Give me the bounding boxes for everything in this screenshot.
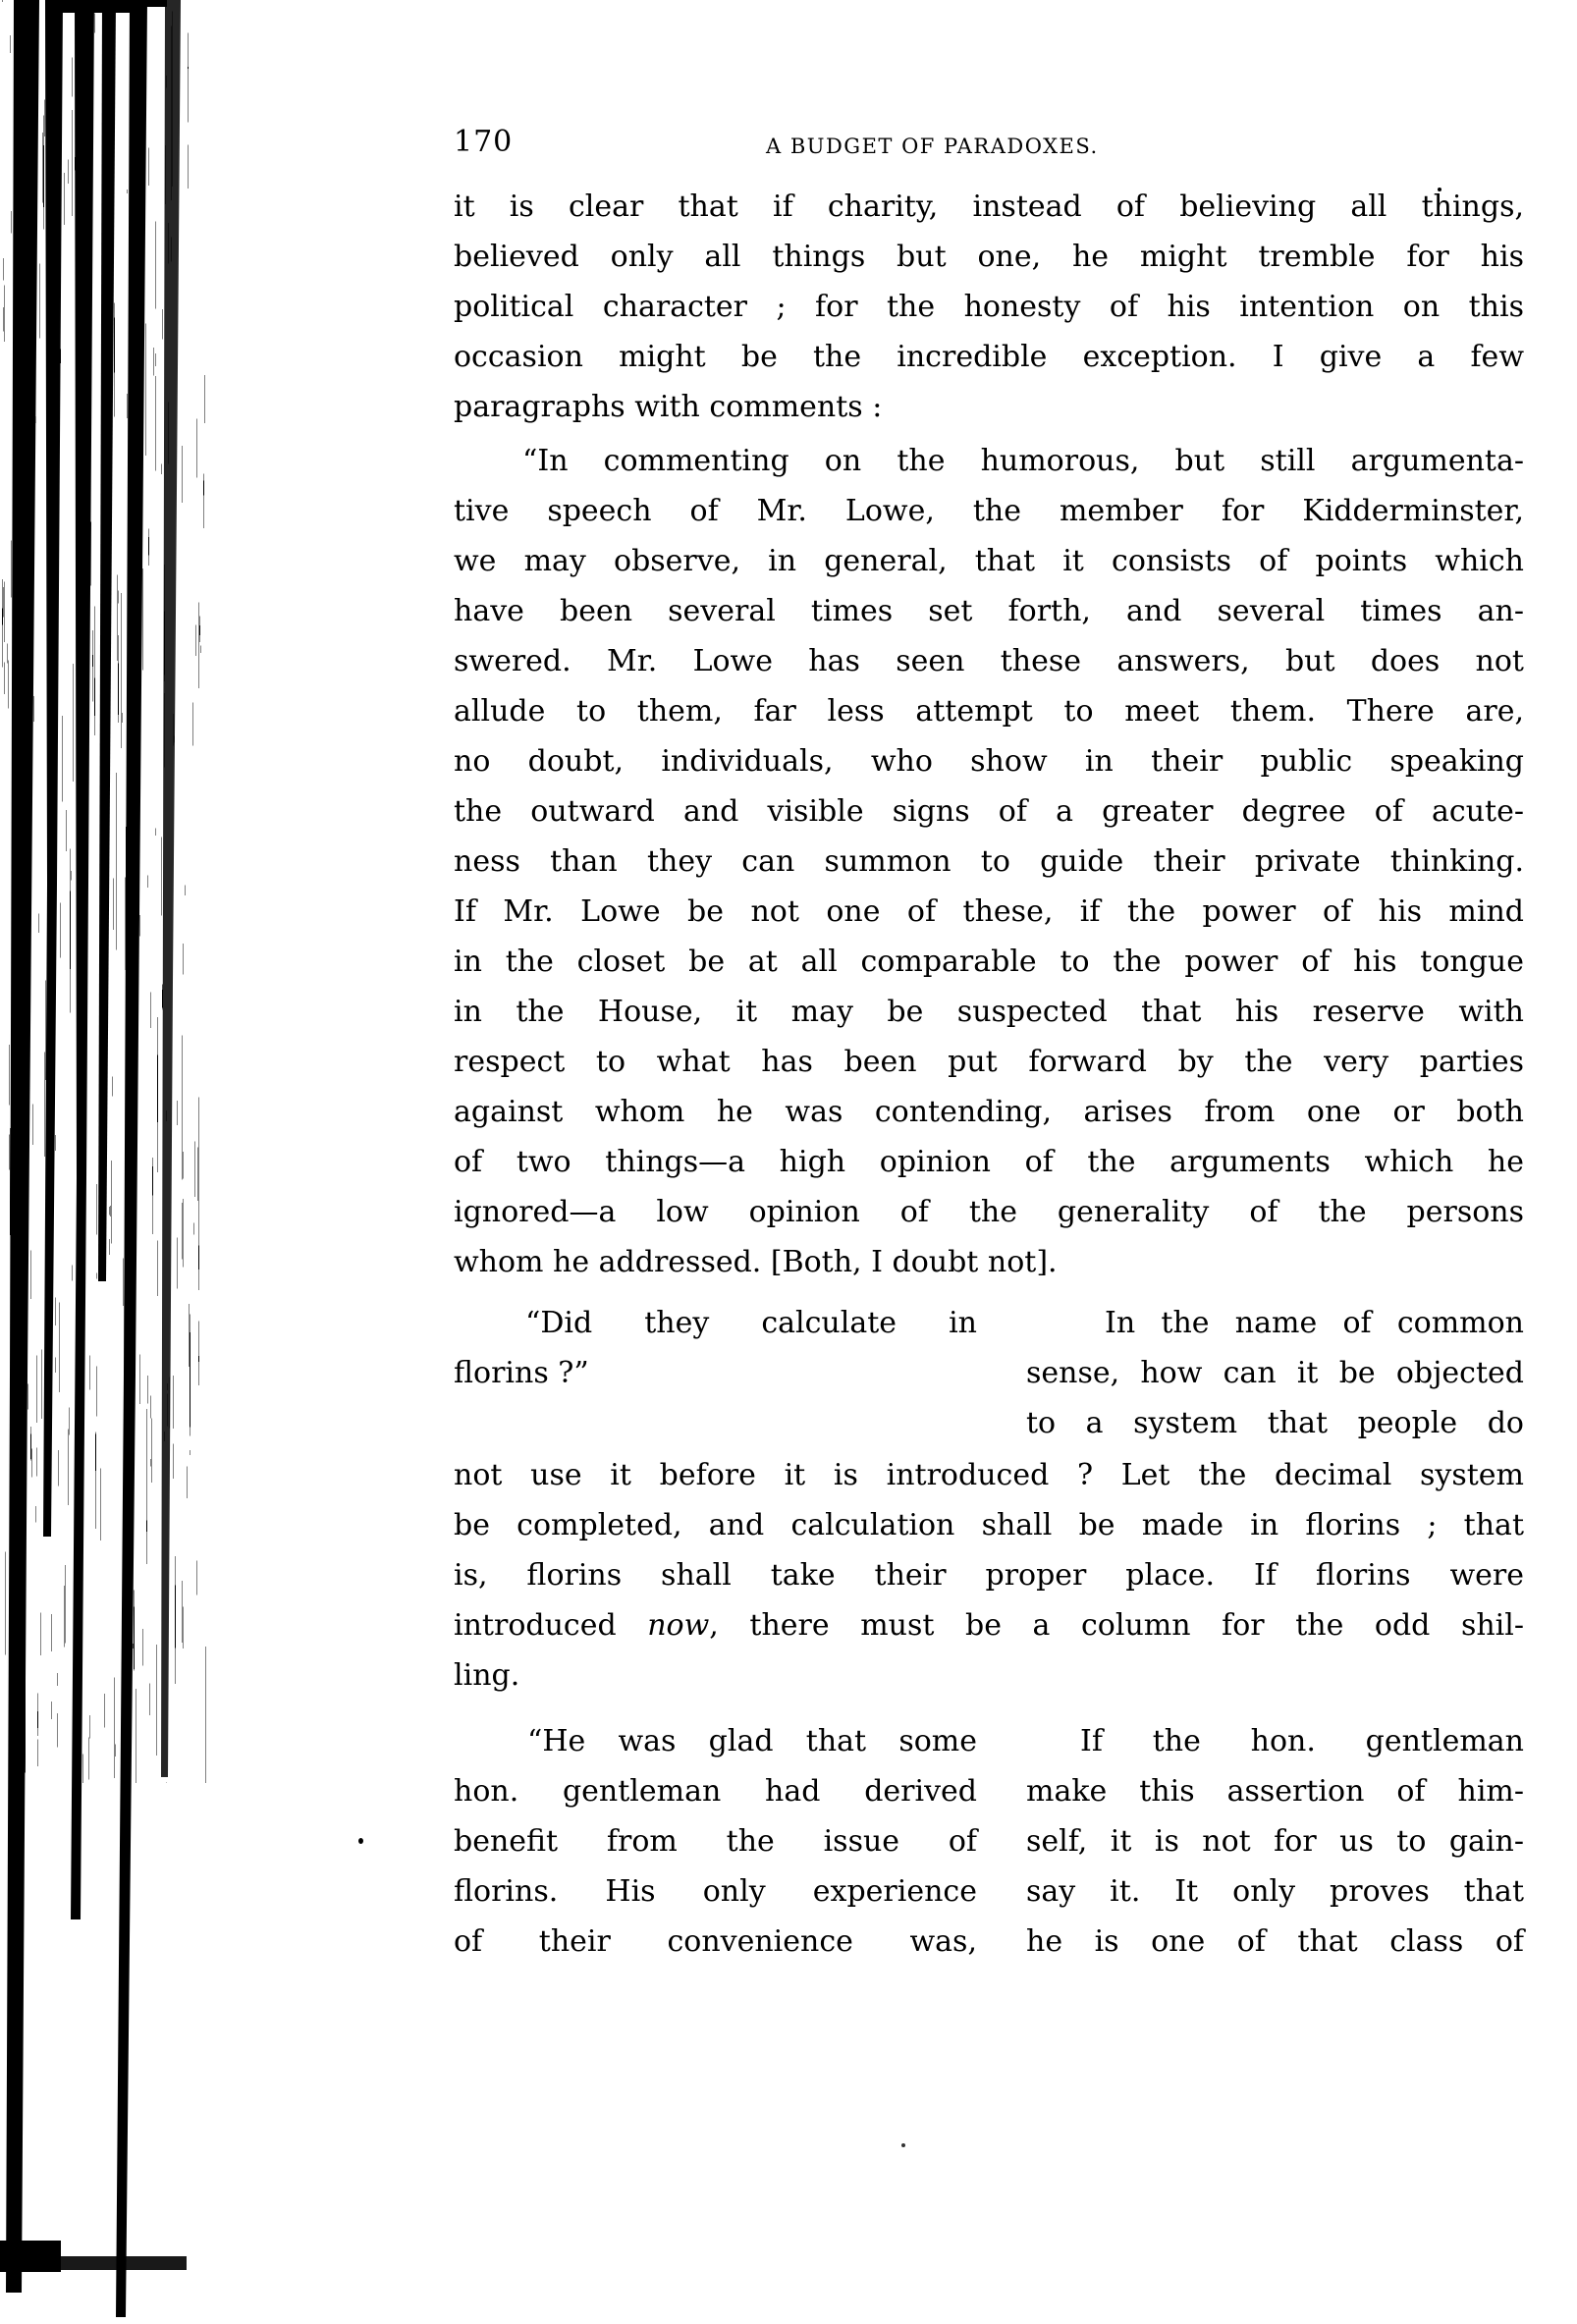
text-line: florins ?” <box>454 1356 589 1390</box>
text-line: be completed, and calculation shall be made in florins ; that <box>454 1508 1524 1542</box>
text-line <box>454 1600 1524 1650</box>
text-line: believed only all things but one, he might tremble for his <box>454 240 1524 274</box>
text-line: swered. Mr. Lowe has seen these answers, but does not <box>454 644 1524 678</box>
ink-fleck <box>358 1838 363 1844</box>
paragraph-commentary <box>454 436 1524 1287</box>
text-line: whom he addressed. [Both, I doubt not]. <box>454 1245 1058 1279</box>
text-line: to a system that people do <box>1026 1406 1524 1440</box>
scan-binding-artifact <box>0 0 216 2324</box>
text-line: self, it is not for us to gain- <box>1026 1824 1524 1859</box>
text-line: tive speech of Mr. Lowe, the member for Kidderminster, <box>454 494 1524 528</box>
text-line: “He was glad that some <box>527 1724 977 1758</box>
text-line: occasion might be the incredible exception. I give a few <box>454 340 1524 374</box>
text-line: in the House, it may be suspected that his reserve with <box>454 995 1524 1029</box>
column-reply-gentleman <box>1026 1716 1524 1967</box>
text-line: against whom he was contending, arises from one or both <box>454 1095 1524 1129</box>
text-line: political character ; for the honesty of his intention on this <box>454 290 1524 324</box>
text-segment: introduced <box>454 1608 648 1643</box>
text-line: In the name of common <box>1105 1306 1524 1340</box>
text-line: in the closet be at all comparable to the power of his tongue <box>454 945 1524 979</box>
column-reply-florins <box>1026 1298 1524 1448</box>
italic-text: now <box>647 1608 710 1643</box>
text-line: ignored—a low opinion of the generality of the persons <box>454 1195 1524 1229</box>
text-line: If the hon. gentleman <box>1080 1724 1524 1758</box>
paragraph-intro <box>454 182 1524 432</box>
ink-fleck <box>901 2143 905 2147</box>
text-line: benefit from the issue of <box>454 1824 977 1859</box>
text-line: is, florins shall take their proper place. If florins were <box>454 1558 1524 1593</box>
text-line: florins. His only experience <box>454 1874 977 1909</box>
text-line: have been several times set forth, and several times an- <box>454 594 1524 628</box>
page-number: 170 <box>454 125 514 159</box>
text-line: “In commenting on the humorous, but still argumenta- <box>522 444 1524 478</box>
column-quote-florins <box>454 1298 977 1398</box>
text-line: we may observe, in general, that it consists of points which <box>454 544 1524 578</box>
text-line: he is one of that class of <box>1026 1924 1524 1959</box>
text-line: not use it before it is introduced ? Let the decimal system <box>454 1458 1524 1492</box>
text-line: it is clear that if charity, instead of believing all things, <box>454 189 1524 224</box>
text-line: sense, how can it be objected <box>1026 1356 1524 1390</box>
column-quote-gentleman <box>454 1716 977 1967</box>
paragraph-decimal-system <box>454 1450 1524 1701</box>
running-title: A BUDGET OF PARADOXES. <box>766 135 1099 158</box>
text-line: respect to what has been put forward by the very parties <box>454 1045 1524 1079</box>
text-line: the outward and visible signs of a greater degree of acute- <box>454 794 1524 829</box>
text-line: ness than they can summon to guide their private thinking. <box>454 844 1524 879</box>
text-line: make this assertion of him- <box>1026 1774 1524 1809</box>
text-line: ling. <box>454 1658 520 1693</box>
text-line: hon. gentleman had derived <box>454 1774 977 1809</box>
text-line: If Mr. Lowe be not one of these, if the power of his mind <box>454 894 1524 929</box>
text-line: allude to them, far less attempt to meet them. There are, <box>454 694 1524 729</box>
text-line: of their convenience was, <box>454 1924 977 1959</box>
text-segment: , there must be a column for the odd shil- <box>709 1608 1524 1643</box>
text-line: of two things—a high opinion of the arguments which he <box>454 1145 1524 1179</box>
text-line: no doubt, individuals, who show in their public speaking <box>454 744 1524 779</box>
text-line: “Did they calculate in <box>525 1306 977 1340</box>
text-line: paragraphs with comments : <box>454 390 883 424</box>
text-line: say it. It only proves that <box>1026 1874 1524 1909</box>
